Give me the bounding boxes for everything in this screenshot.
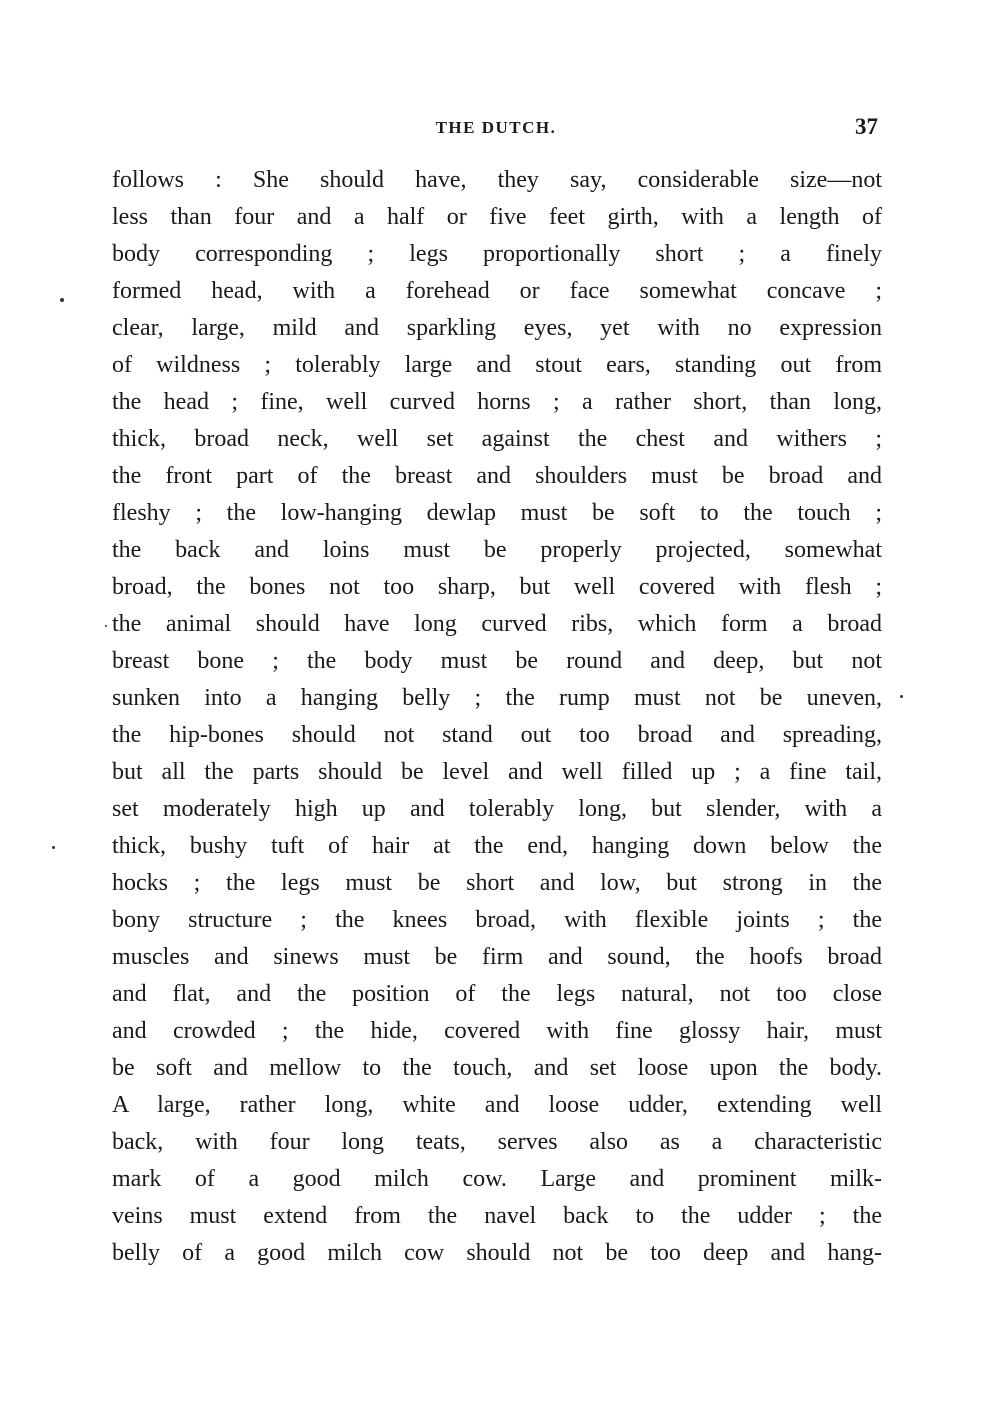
text-line: the head ; fine, well curved horns ; a rather short, than long, — [112, 389, 882, 415]
text-line: muscles and sinews must be firm and sound, the hoofs broad — [112, 944, 882, 970]
text-line: belly of a good milch cow should not be too deep and hang- — [112, 1240, 882, 1266]
text-line: back, with four long teats, serves also as a characteristic — [112, 1129, 882, 1155]
text-line: but all the parts should be level and well filled up ; a fine tail, — [112, 759, 882, 785]
text-line: bony structure ; the knees broad, with flexible joints ; the — [112, 907, 882, 933]
scan-speck — [900, 695, 903, 698]
text-line: the hip-bones should not stand out too broad and spreading, — [112, 722, 882, 748]
text-line: follows : She should have, they say, considerable size—not — [112, 167, 882, 193]
text-line: formed head, with a forehead or face somewhat concave ; — [112, 278, 882, 304]
text-line: set moderately high up and tolerably long, but slender, with a — [112, 796, 882, 822]
text-line: hocks ; the legs must be short and low, but strong in the — [112, 870, 882, 896]
text-line: broad, the bones not too sharp, but well covered with flesh ; — [112, 574, 882, 600]
text-line: thick, broad neck, well set against the chest and withers ; — [112, 426, 882, 452]
scan-speck — [105, 625, 107, 627]
scan-speck — [52, 846, 55, 849]
text-line: of wildness ; tolerably large and stout ears, standing out from — [112, 352, 882, 378]
text-line: less than four and a half or five feet girth, with a length of — [112, 204, 882, 230]
text-line: be soft and mellow to the touch, and set loose upon the body. — [112, 1055, 882, 1081]
text-line: clear, large, mild and sparkling eyes, yet with no expression — [112, 315, 882, 341]
text-line: mark of a good milch cow. Large and prominent milk- — [112, 1166, 882, 1192]
text-line: and flat, and the position of the legs natural, not too close — [112, 981, 882, 1007]
text-line: veins must extend from the navel back to the udder ; the — [112, 1203, 882, 1229]
text-line: the front part of the breast and shoulders must be broad and — [112, 463, 882, 489]
running-head — [110, 114, 882, 144]
text-line: fleshy ; the low-hanging dewlap must be soft to the touch ; — [112, 500, 882, 526]
text-line: and crowded ; the hide, covered with fine glossy hair, must — [112, 1018, 882, 1044]
body-paragraph — [112, 162, 882, 1272]
text-line: thick, bushy tuft of hair at the end, hanging down below the — [112, 833, 882, 859]
page-number: 37 — [855, 114, 878, 139]
text-line: breast bone ; the body must be round and deep, but not — [112, 648, 882, 674]
running-title: THE DUTCH. — [435, 118, 557, 137]
text-line: sunken into a hanging belly ; the rump must not be uneven, — [112, 685, 882, 711]
text-line: the animal should have long curved ribs, which form a broad — [112, 611, 882, 637]
text-line: the back and loins must be properly projected, somewhat — [112, 537, 882, 563]
text-line: body corresponding ; legs proportionally short ; a finely — [112, 241, 882, 267]
text-line: A large, rather long, white and loose udder, extending well — [112, 1092, 882, 1118]
scan-speck — [60, 298, 64, 302]
